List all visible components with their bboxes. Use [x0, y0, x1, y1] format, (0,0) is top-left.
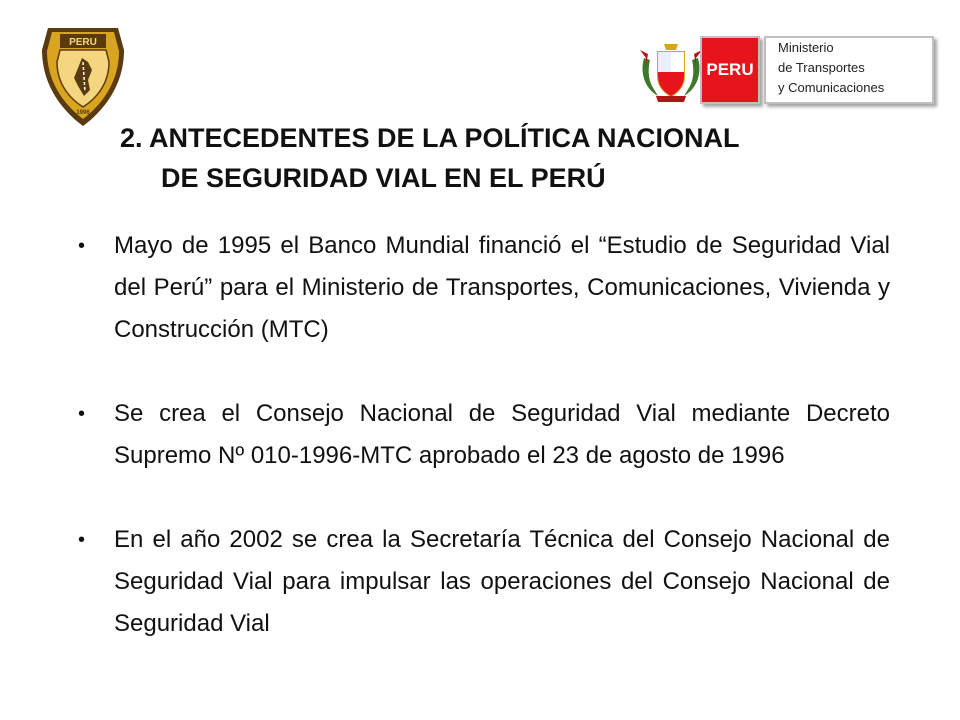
- bullet-item: [70, 519, 890, 645]
- bullet-item: [70, 225, 890, 351]
- peru-label: PERU: [706, 60, 754, 79]
- svg-text:PERU: PERU: [69, 37, 97, 48]
- peru-coat-of-arms-icon: [638, 38, 704, 104]
- ministry-line-1: Ministerio: [778, 40, 834, 55]
- bullet-list: [70, 225, 890, 687]
- slide-title-line-1: 2. ANTECEDENTES DE LA POLÍTICA NACIONAL: [120, 123, 740, 153]
- bullet-dot-icon: •: [78, 529, 86, 551]
- bullet-item: [70, 393, 890, 477]
- bullet-text: Se crea el Consejo Nacional de Seguridad Vial mediante Decreto Supremo Nº 010-1996-MTC aprobado el 23 de agosto de 1996: [114, 400, 890, 469]
- bullet-text: Mayo de 1995 el Banco Mundial financió el “Estudio de Seguridad Vial del Perú” para el Ministerio de Transportes, Comunicaciones, Vivienda y Construcción (MTC): [114, 232, 890, 343]
- peru-label-box: [700, 36, 760, 104]
- svg-text:1996: 1996: [76, 110, 90, 116]
- ministry-line-2: de Transportes: [778, 60, 865, 75]
- slide-title-line-2: DE SEGURIDAD VIAL EN EL PERÚ: [161, 163, 606, 193]
- bullet-dot-icon: •: [78, 235, 86, 257]
- ministry-label-box: [764, 36, 934, 104]
- seguridad-vial-badge-logo: [38, 20, 128, 130]
- slide-title: [120, 118, 880, 198]
- bullet-text: En el año 2002 se crea la Secretaría Técnica del Consejo Nacional de Seguridad Vial para impulsar las operaciones del Consejo Nacional de Seguridad Vial: [114, 526, 890, 637]
- ministry-line-3: y Comunicaciones: [778, 80, 885, 95]
- bullet-dot-icon: •: [78, 403, 86, 425]
